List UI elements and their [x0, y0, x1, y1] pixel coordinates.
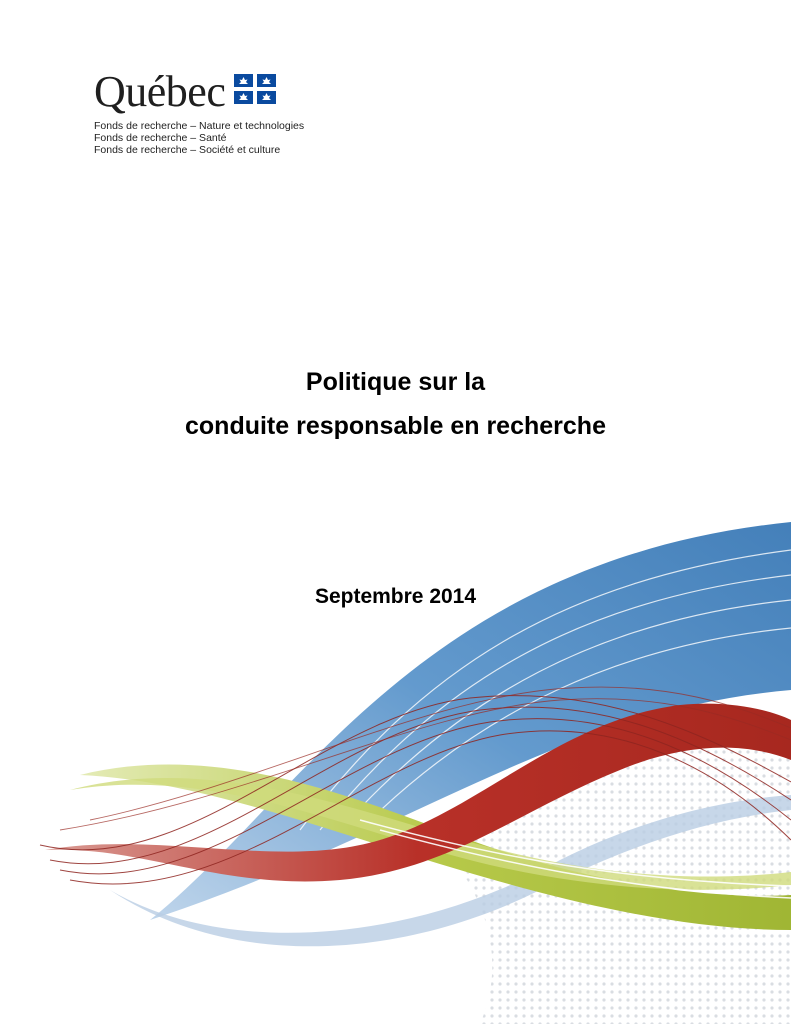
title-line-1: Politique sur la — [305, 368, 486, 396]
fleurdelise-flag-icon — [234, 74, 276, 104]
document-title — [0, 360, 791, 448]
decorative-waves — [0, 500, 791, 1024]
quebec-logo — [94, 67, 305, 156]
title-line-2: conduite responsable en recherche — [185, 412, 606, 440]
agency-nature-technologies: Fonds de recherche – Nature et technologies — [94, 120, 305, 132]
agency-sante: Fonds de recherche – Santé — [94, 132, 227, 144]
publication-date: Septembre 2014 — [314, 585, 477, 608]
logo-wordmark: Québec — [94, 67, 226, 116]
agency-list — [94, 120, 304, 156]
agency-societe-culture: Fonds de recherche – Société et culture — [94, 144, 281, 156]
